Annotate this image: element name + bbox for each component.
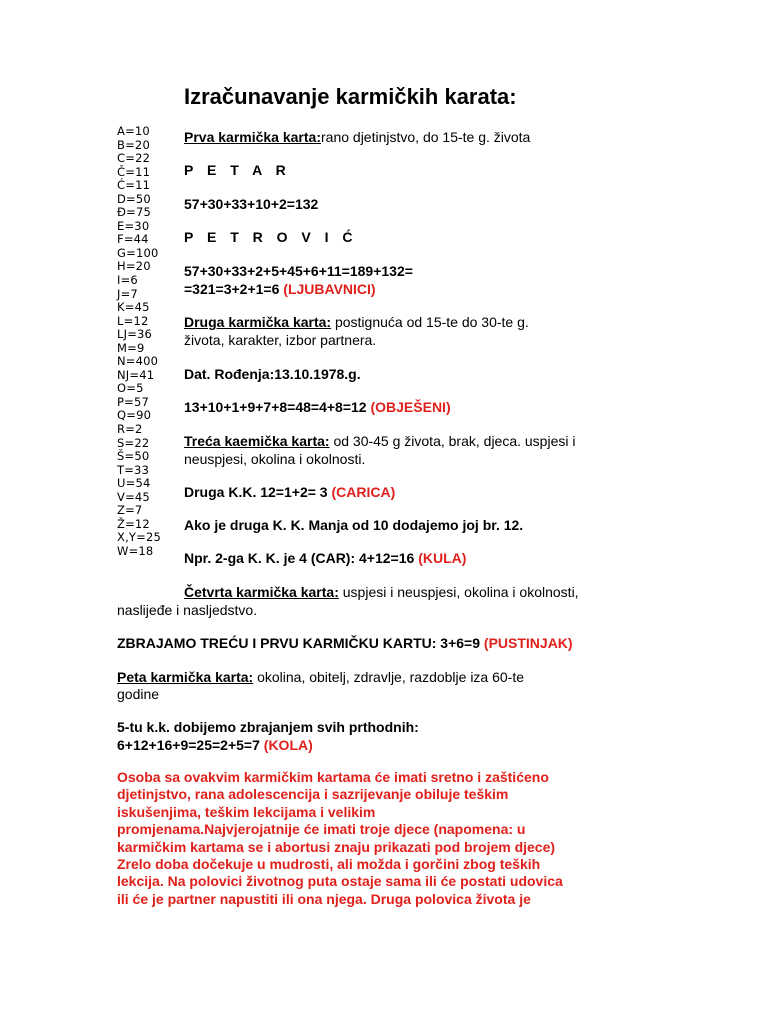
second-card-text: postignuća od 15-te do 30-te g. <box>331 314 529 330</box>
letter-value: NJ=41 <box>117 367 155 382</box>
letter-value: LJ=36 <box>117 327 153 342</box>
letter-value-table <box>117 125 177 559</box>
summary-line: karmičkim kartama se i abortusi znaju prikazati pod brojem djece) <box>117 838 556 855</box>
summary-line: Osoba sa ovakvim karmičkim kartama će imati sretno i zaštićeno <box>117 769 549 785</box>
letter-value: D=50 <box>117 191 151 206</box>
third-card-calc: Druga K.K. 12=1+2= 3 <box>184 484 332 500</box>
fourth-card-heading: Četvrta karmička karta: <box>184 584 339 600</box>
first-card-result: (LJUBAVNICI) <box>283 281 376 297</box>
surname-sum: 57+30+33+2+5+45+6+11=189+132= <box>184 263 413 279</box>
fifth-card-calc-line <box>117 737 313 753</box>
second-card-result: (OBJEŠENI) <box>370 399 451 415</box>
second-card-calc: 13+10+1+9+7+8=48=4+8=12 <box>184 399 371 415</box>
date-of-birth: Dat. Rođenja:13.10.1978.g. <box>184 366 361 382</box>
summary-line: lekcija. Na polovici životnog puta ostaje sama ili će postati udovica <box>117 873 563 890</box>
letter-value: G=100 <box>117 245 159 260</box>
second-card-text-cont: života, karakter, izbor partnera. <box>184 332 377 348</box>
summary-line: ili će je partner napustiti ili ona njega. Druga polovica života je <box>117 890 531 907</box>
second-card-heading: Druga karmička karta: <box>184 314 332 330</box>
letter-value: C=22 <box>117 151 151 166</box>
third-card-text-cont: neuspjesi, okolina i okolnosti. <box>184 451 366 467</box>
fifth-card-result: (KOLA) <box>263 737 313 753</box>
fifth-card-calc: 6+12+16+9=25=2+5=7 <box>117 737 264 753</box>
second-card-total <box>184 399 451 415</box>
third-card-example-result: (KULA) <box>418 550 467 566</box>
fourth-card-result: (PUSTINJAK) <box>483 635 573 651</box>
third-card-heading: Treća kaemička karta: <box>184 433 330 449</box>
summary-line: Zrelo doba dočekuje u mudrosti, ali možda i gorčini zbog teških <box>117 856 541 873</box>
letter-value: U=54 <box>117 476 151 491</box>
first-name: P E T A R <box>184 162 291 178</box>
letter-value: T=33 <box>117 462 150 477</box>
letter-value: Q=90 <box>117 408 152 423</box>
first-card-calc: =321=3+2+1=6 <box>184 281 284 297</box>
fifth-card-text-cont: godine <box>117 686 160 702</box>
third-card-result: (CARICA) <box>331 484 396 500</box>
letter-value: Ž=12 <box>117 516 150 531</box>
letter-value: Đ=75 <box>117 205 151 220</box>
letter-value: Z=7 <box>117 503 143 518</box>
third-card-rule: Ako je druga K. K. Manja od 10 dodajemo joj br. 12. <box>184 517 524 533</box>
letter-value: V=45 <box>117 489 150 504</box>
fourth-card-text: uspjesi i neuspjesi, okolina i okolnosti, <box>338 584 579 600</box>
fifth-card-text: okolina, obitelj, zdravlje, razdoblje iza 60-te <box>253 669 525 685</box>
surname: P E T R O V I Ć <box>184 229 358 245</box>
letter-value: W=18 <box>117 543 154 558</box>
letter-value: H=20 <box>117 259 151 274</box>
letter-value: L=12 <box>117 313 149 328</box>
first-card-total <box>184 281 376 297</box>
fifth-card-line <box>117 669 524 685</box>
letter-value: K=45 <box>117 300 150 315</box>
letter-value: Č=11 <box>117 164 151 179</box>
fourth-card-calc: ZBRAJAMO TREĆU I PRVU KARMIČKU KARTU: 3+6=9 <box>117 635 484 651</box>
third-card-line <box>184 433 575 449</box>
summary-line: djetinjstvo, rana adolescencija i sazrijevanje obiluje teškim <box>117 786 509 803</box>
letter-value: Ć=11 <box>117 178 151 193</box>
first-card-heading: Prva karmička karta: <box>184 129 321 145</box>
fourth-card-line <box>184 584 579 600</box>
fourth-card-calc-line <box>117 635 573 651</box>
page-title: Izračunavanje karmičkih karata: <box>184 84 517 109</box>
letter-value: F=44 <box>117 232 149 247</box>
letter-value: N=400 <box>117 354 159 369</box>
letter-value: S=22 <box>117 435 150 450</box>
letter-value: R=2 <box>117 422 143 437</box>
first-card-text: rano djetinjstvo, do 15-te g. života <box>321 129 531 145</box>
third-card-text: od 30-45 g života, brak, djeca. uspjesi i <box>329 433 576 449</box>
letter-value: P=57 <box>117 394 150 409</box>
first-name-sum: 57+30+33+10+2=132 <box>184 196 319 212</box>
letter-value: B=20 <box>117 137 150 152</box>
summary-line: iskušenjima, teškim lekcijama i velikim <box>117 803 376 820</box>
letter-value: A=10 <box>117 124 150 138</box>
letter-value: X,Y=25 <box>117 530 162 545</box>
summary-paragraph <box>117 769 657 908</box>
first-card-line <box>184 129 530 145</box>
fifth-card-calc-intro: 5-tu k.k. dobijemo zbrajanjem svih prthodnih: <box>117 719 419 735</box>
third-card-example: Npr. 2-ga K. K. je 4 (CAR): 4+12=16 <box>184 550 419 566</box>
third-card-calc-line <box>184 484 395 500</box>
letter-value: Š=50 <box>117 449 150 464</box>
letter-value: E=30 <box>117 218 150 233</box>
letter-value: J=7 <box>117 286 138 301</box>
letter-value: M=9 <box>117 340 145 355</box>
second-card-line <box>184 314 529 330</box>
letter-value: O=5 <box>117 381 144 396</box>
third-card-example-line <box>184 550 466 566</box>
fourth-card-text-cont: naslijeđe i nasljedstvo. <box>117 602 258 618</box>
fifth-card-heading: Peta karmička karta: <box>117 669 254 685</box>
summary-line: promjenama.Najvjerojatnije će imati troje djece (napomena: u <box>117 821 526 838</box>
letter-value: I=6 <box>117 273 138 288</box>
